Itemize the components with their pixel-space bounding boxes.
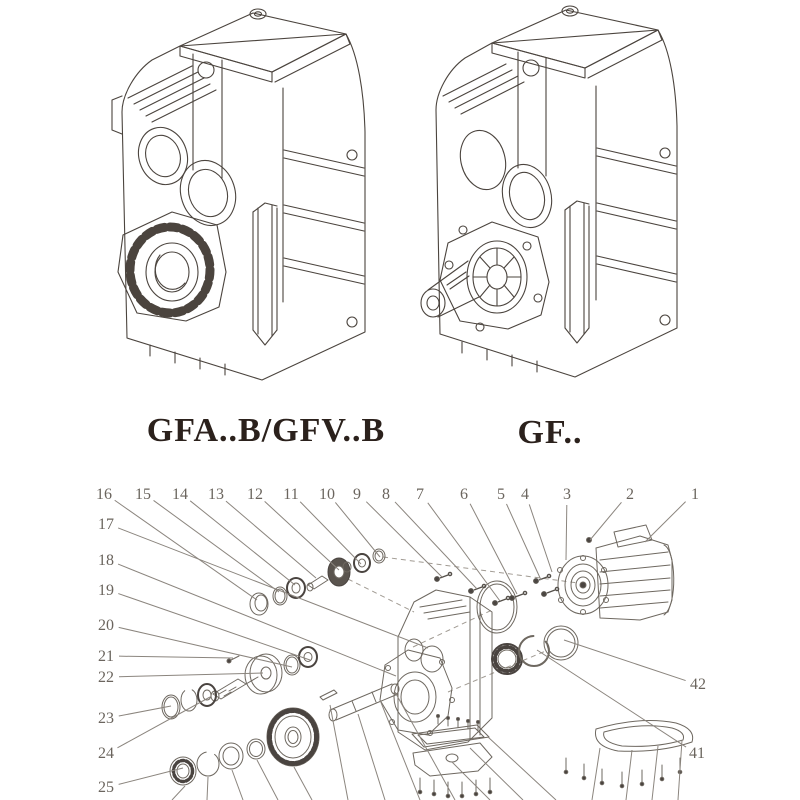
callout-number-22: 22 (98, 669, 114, 686)
callout-number-10: 10 (319, 486, 335, 503)
leader-line-13 (226, 501, 316, 578)
callout-number-18: 18 (98, 552, 114, 569)
callout-number-12: 12 (247, 486, 263, 503)
leader-line-20 (119, 627, 292, 667)
callout-number-5: 5 (497, 486, 505, 503)
leader-line-19 (118, 594, 310, 660)
leader-line-5 (506, 504, 541, 580)
figure-label-gfab: GFA..B/GFV..B (146, 412, 386, 449)
callout-number-21: 21 (98, 648, 114, 665)
leader-line-17 (118, 528, 428, 648)
leader-line-10 (335, 502, 380, 557)
leader-line-21 (119, 656, 233, 658)
callout-number-15: 15 (135, 486, 151, 503)
figure-gf-drawing (421, 6, 677, 377)
callout-number-9: 9 (353, 486, 361, 503)
motor-flange-bolt (587, 538, 592, 543)
callout-number-8: 8 (382, 486, 390, 503)
callout-number-1: 1 (691, 486, 699, 503)
leader-line-1 (645, 502, 686, 542)
leader-line-15 (154, 500, 279, 592)
leader-line-41 (537, 650, 686, 747)
figure-gfab-drawing (112, 9, 365, 380)
cutoff-leader-lines (172, 692, 682, 800)
leader-line-8 (395, 502, 477, 589)
leader-line-11 (300, 502, 361, 564)
callout-number-19: 19 (98, 582, 114, 599)
leader-line-14 (190, 501, 295, 585)
leader-line-7 (428, 503, 500, 601)
housing-drawing (380, 590, 492, 750)
callout-number-24: 24 (98, 745, 114, 762)
exploded-parts-diagram (0, 460, 800, 800)
callout-number-13: 13 (208, 486, 224, 503)
motor-side-bearing-rings (492, 626, 578, 674)
callout-number-14: 14 (172, 486, 188, 503)
callout-number-25: 25 (98, 779, 114, 796)
leader-line-6 (470, 504, 517, 594)
flange-gasket (477, 581, 517, 633)
callout-number-11: 11 (283, 486, 299, 503)
callout-number-2: 2 (626, 486, 634, 503)
callout-number-23: 23 (98, 710, 114, 727)
callout-number-17: 17 (98, 516, 114, 533)
callout-number-7: 7 (416, 486, 424, 503)
leader-line-16 (115, 500, 257, 600)
callout-number-4: 4 (521, 486, 529, 503)
motor-drawing (558, 525, 674, 620)
leader-line-23 (119, 706, 171, 716)
leader-line-42 (564, 640, 686, 681)
leader-line-3 (566, 505, 567, 560)
figure-label-gf: GF.. (517, 414, 583, 451)
assembly-axis-lines (340, 557, 578, 692)
leader-line-2 (590, 502, 621, 540)
callout-number-16: 16 (96, 486, 112, 503)
leader-line-12 (265, 501, 339, 570)
callout-number-6: 6 (460, 486, 468, 503)
callout-number-20: 20 (98, 617, 114, 634)
callout-number-41: 41 (689, 745, 705, 762)
leader-line-22 (119, 673, 263, 677)
callout-number-42: 42 (690, 676, 706, 693)
callout-number-3: 3 (563, 486, 571, 503)
